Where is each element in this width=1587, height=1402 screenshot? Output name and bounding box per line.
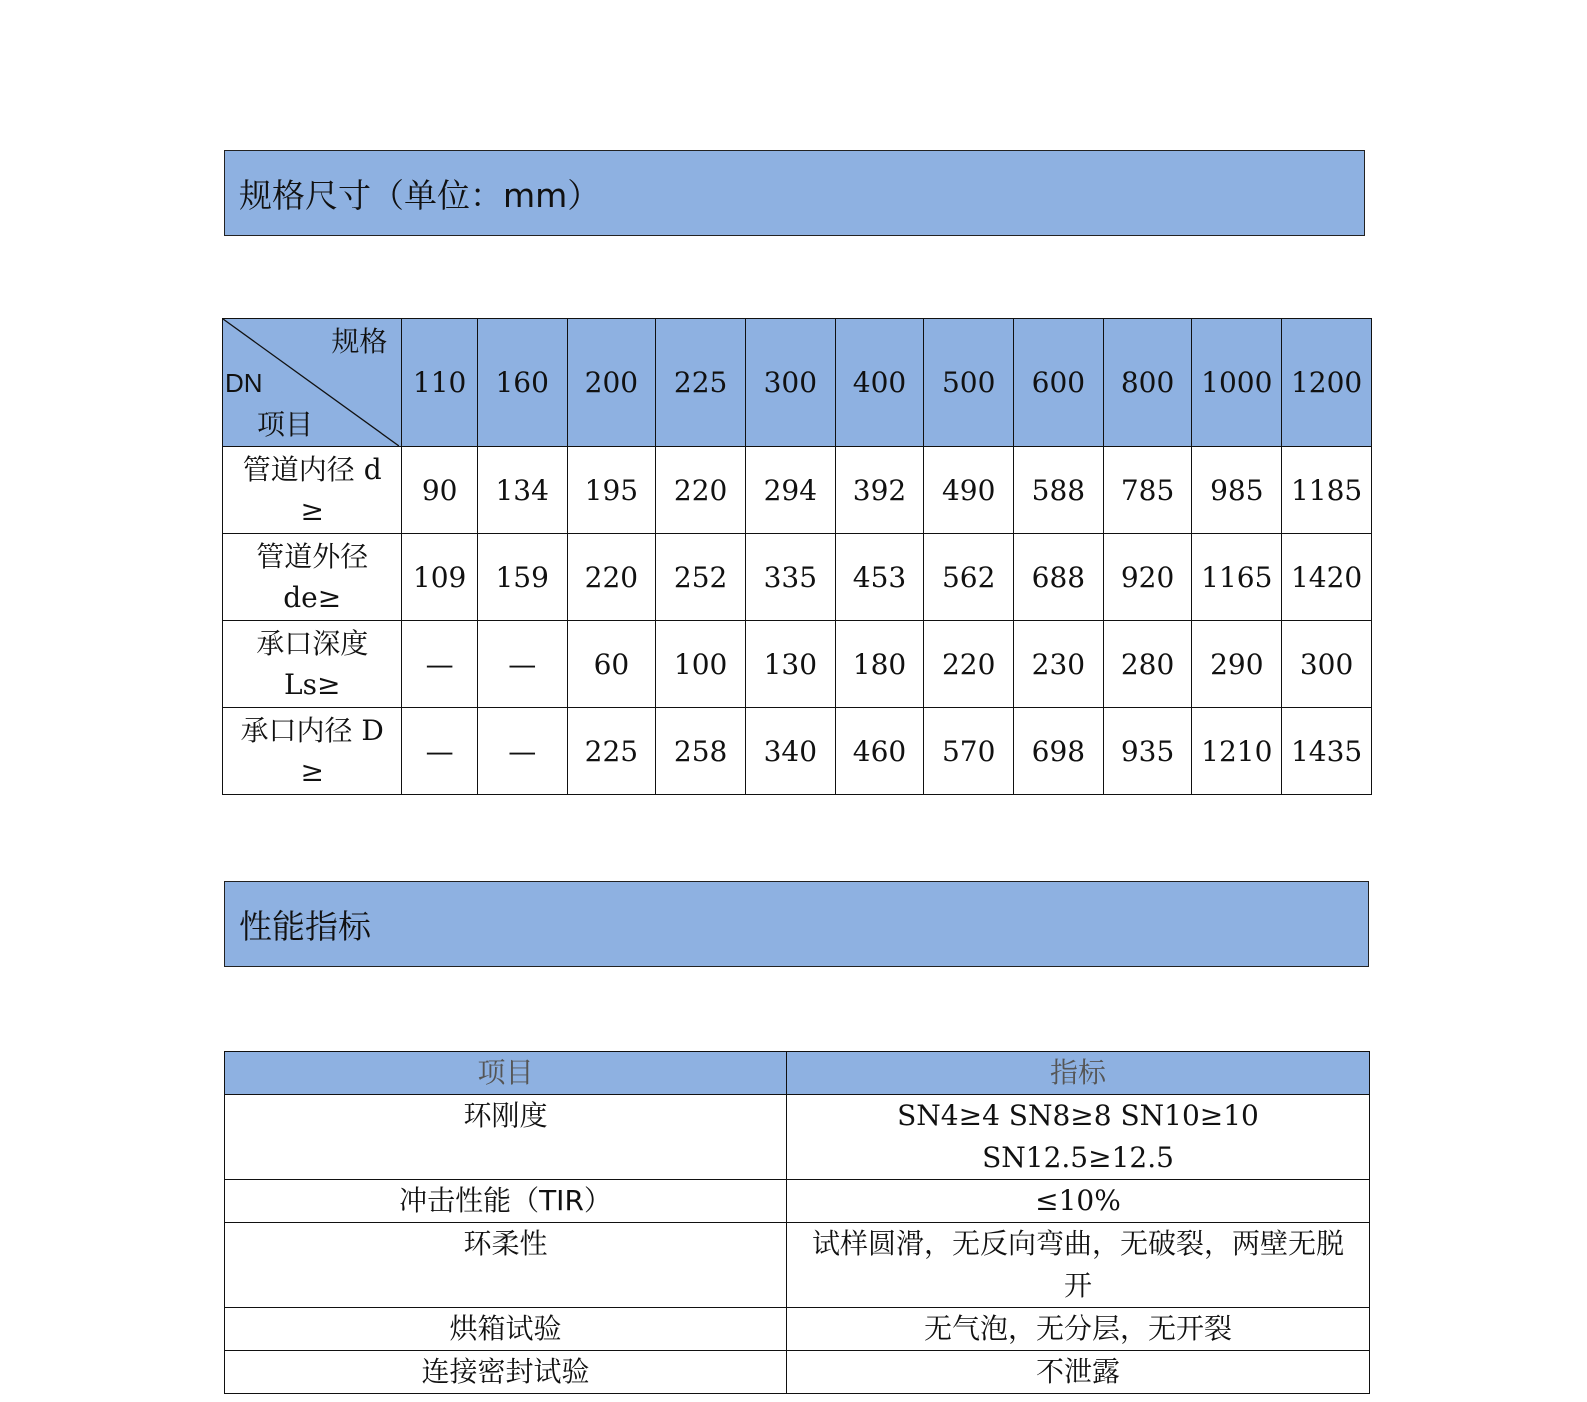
row-label (223, 534, 402, 621)
perf-value-cell: 无气泡，无分层，无开裂 (787, 1308, 1370, 1351)
table-cell: 109 (402, 534, 477, 621)
table-cell: 920 (1103, 534, 1192, 621)
table-cell: 60 (567, 621, 656, 708)
table-row (225, 1223, 1370, 1308)
table-cell: 688 (1014, 534, 1104, 621)
table-cell: 220 (924, 621, 1014, 708)
table-cell: 220 (567, 534, 656, 621)
table-cell: 1165 (1192, 534, 1282, 621)
table-cell: 392 (835, 447, 924, 534)
column-header-item: 项目 (225, 1052, 787, 1095)
performance-table (224, 1051, 1370, 1394)
perf-value-cell: 试样圆滑，无反向弯曲，无破裂，两壁无脱开 (787, 1223, 1370, 1308)
table-cell: 490 (924, 447, 1014, 534)
perf-item-cell: 环刚度 (225, 1095, 787, 1180)
perf-value-cell: ≤10% (787, 1180, 1370, 1223)
row-label-line1: 承口内径 D (240, 714, 384, 747)
section-title: 性能指标 (239, 906, 371, 946)
table-cell: 335 (745, 534, 835, 621)
table-row (225, 1308, 1370, 1351)
row-label-line1: 管道内径 d (242, 453, 382, 486)
column-header: 300 (745, 319, 835, 447)
perf-item-cell: 环柔性 (225, 1223, 787, 1308)
column-header: 600 (1014, 319, 1104, 447)
table-cell: 453 (835, 534, 924, 621)
perf-item-cell: 冲击性能（TIR） (225, 1180, 787, 1223)
row-label-line2: de≥ (283, 581, 342, 614)
table-cell: 195 (567, 447, 656, 534)
table-cell: 100 (656, 621, 746, 708)
perf-item-cell: 烘箱试验 (225, 1308, 787, 1351)
table-row (223, 534, 1372, 621)
table-row (223, 708, 1372, 795)
perf-value-cell: 不泄露 (787, 1351, 1370, 1394)
table-cell: 252 (656, 534, 746, 621)
table-row (223, 621, 1372, 708)
table-row (223, 447, 1372, 534)
row-label (223, 708, 402, 795)
corner-label-dn: DN (225, 368, 263, 398)
table-cell: — (477, 708, 567, 795)
table-cell: 134 (477, 447, 567, 534)
column-header: 1200 (1282, 319, 1372, 447)
table-cell: 220 (656, 447, 746, 534)
corner-label-item: 项目 (257, 408, 314, 441)
column-header: 1000 (1192, 319, 1282, 447)
spec-header-row (223, 319, 1372, 447)
table-cell: 1185 (1282, 447, 1372, 534)
table-row (225, 1351, 1370, 1394)
table-cell: 570 (924, 708, 1014, 795)
table-row (225, 1095, 1370, 1180)
table-cell: 180 (835, 621, 924, 708)
row-label-line2: ≥ (300, 755, 324, 788)
table-cell: 280 (1103, 621, 1192, 708)
row-label (223, 621, 402, 708)
row-label-line2: Ls≥ (283, 668, 341, 701)
column-header-indicator: 指标 (787, 1052, 1370, 1095)
table-cell: 1435 (1282, 708, 1372, 795)
perf-item-cell: 连接密封试验 (225, 1351, 787, 1394)
table-cell: 290 (1192, 621, 1282, 708)
table-cell: 159 (477, 534, 567, 621)
table-cell: 460 (835, 708, 924, 795)
table-cell: 300 (1282, 621, 1372, 708)
table-cell: 785 (1103, 447, 1192, 534)
corner-header-cell (223, 319, 402, 447)
table-cell: 935 (1103, 708, 1192, 795)
table-cell: 1420 (1282, 534, 1372, 621)
table-cell: 698 (1014, 708, 1104, 795)
row-label (223, 447, 402, 534)
table-cell: 562 (924, 534, 1014, 621)
table-cell: — (477, 621, 567, 708)
corner-label-spec: 规格 (331, 325, 388, 358)
section-title-banner-specs (224, 150, 1365, 236)
perf-header-row (225, 1052, 1370, 1095)
table-cell: 1210 (1192, 708, 1282, 795)
row-label-line1: 承口深度 (256, 627, 369, 660)
perf-value-cell: SN4≥4 SN8≥8 SN10≥10 SN12.5≥12.5 (787, 1095, 1370, 1180)
table-row (225, 1180, 1370, 1223)
section-title: 规格尺寸（单位：mm） (239, 175, 601, 215)
table-cell: 294 (745, 447, 835, 534)
column-header: 225 (656, 319, 746, 447)
column-header: 160 (477, 319, 567, 447)
spec-table (222, 318, 1372, 795)
row-label-line1: 管道外径 (256, 540, 369, 573)
table-cell: — (402, 708, 477, 795)
section-title-banner-performance (224, 881, 1369, 967)
table-cell: 588 (1014, 447, 1104, 534)
table-cell: 230 (1014, 621, 1104, 708)
column-header: 200 (567, 319, 656, 447)
column-header: 110 (402, 319, 477, 447)
column-header: 500 (924, 319, 1014, 447)
table-cell: 90 (402, 447, 477, 534)
row-label-line2: ≥ (300, 494, 324, 527)
table-cell: 225 (567, 708, 656, 795)
table-cell: 340 (745, 708, 835, 795)
table-cell: 985 (1192, 447, 1282, 534)
table-cell: 258 (656, 708, 746, 795)
table-cell: 130 (745, 621, 835, 708)
column-header: 400 (835, 319, 924, 447)
column-header: 800 (1103, 319, 1192, 447)
table-cell: — (402, 621, 477, 708)
